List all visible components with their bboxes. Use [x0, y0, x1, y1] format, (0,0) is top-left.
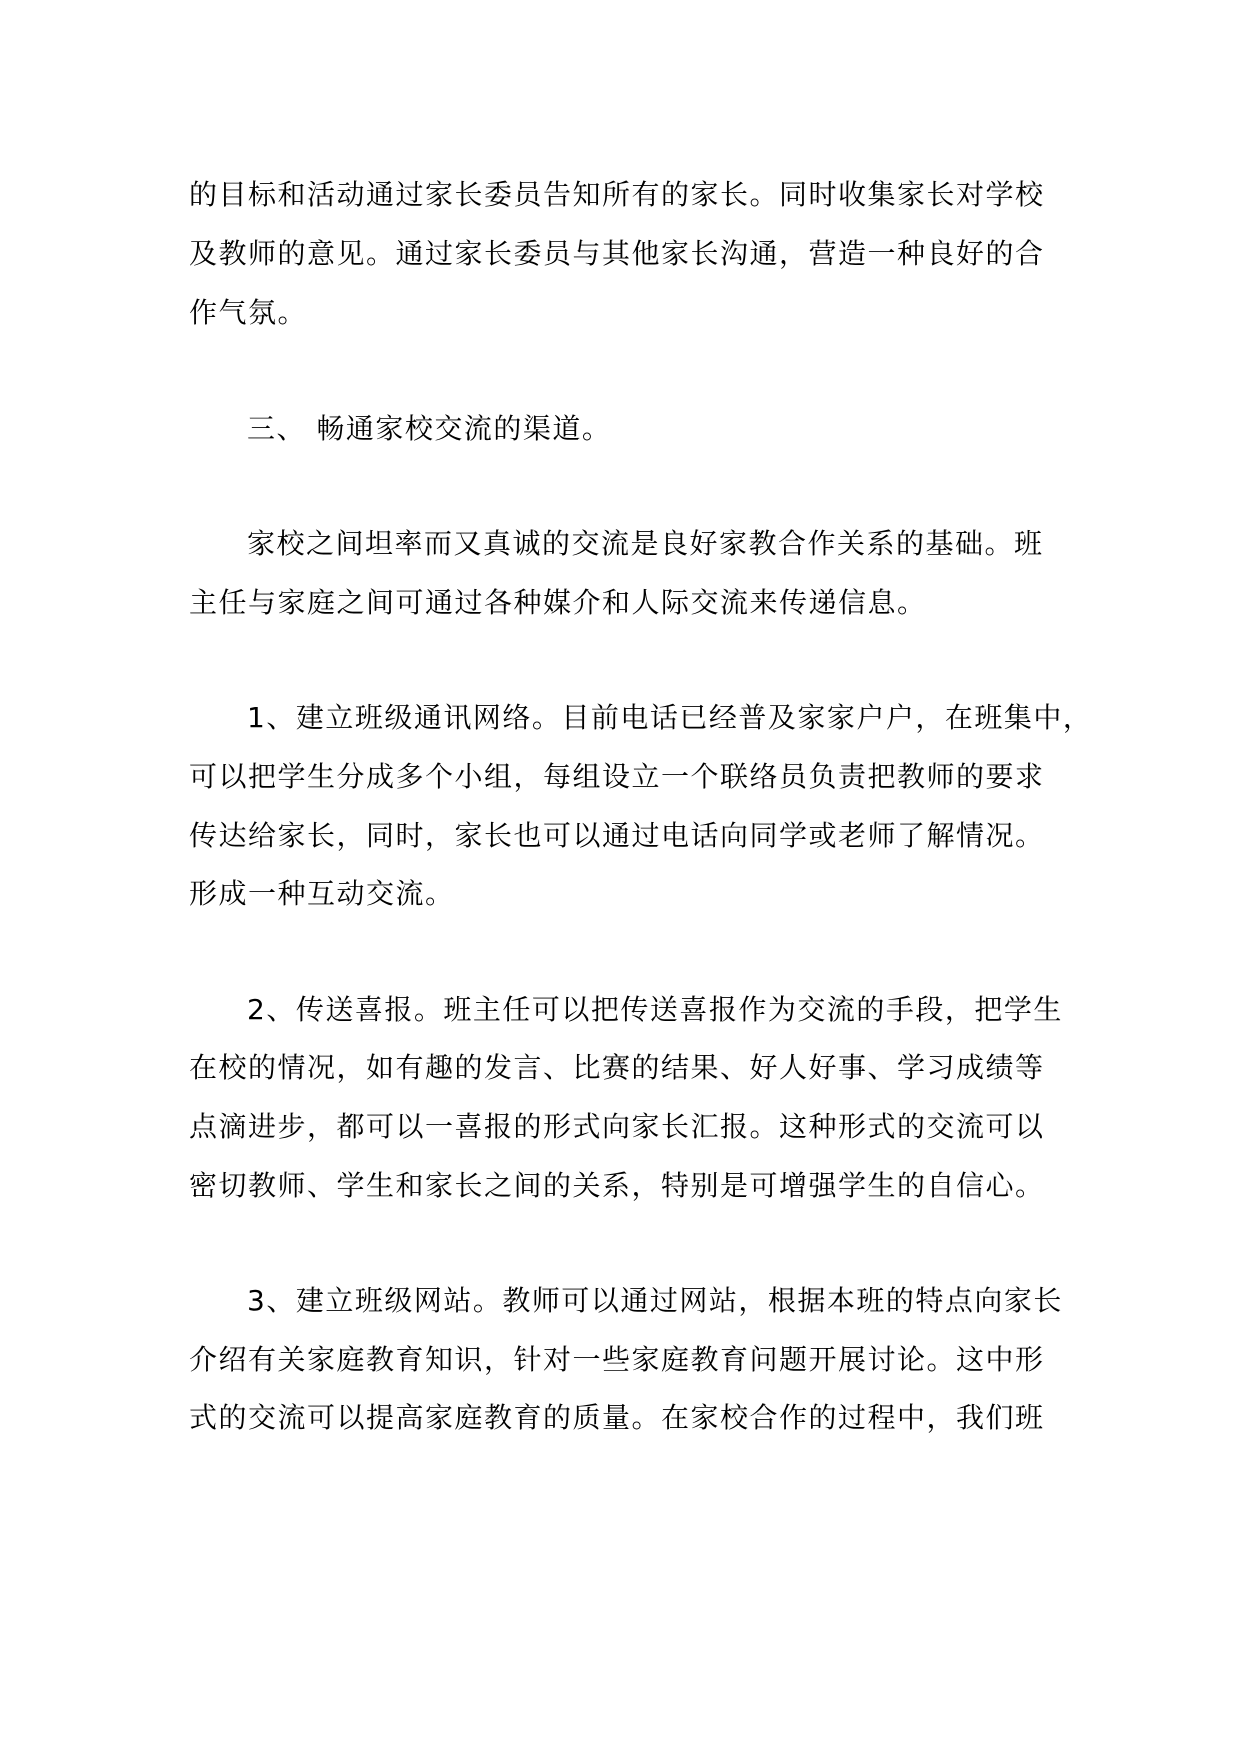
list-item-line: 可以把学生分成多个小组，每组设立一个联络员负责把教师的要求	[189, 760, 1045, 793]
paragraph-line: 及教师的意见。通过家长委员与其他家长沟通，营造一种良好的合	[189, 237, 1045, 270]
list-item-line: 1、建立班级通讯网络。目前电话已经普及家家户户，在班集中，	[247, 701, 1093, 734]
paragraph-line: 作气氛。	[189, 296, 308, 329]
list-item-line: 传达给家长，同时，家长也可以通过电话向同学或老师了解情况。	[189, 819, 1045, 852]
paragraph-line: 主任与家庭之间可通过各种媒介和人际交流来传递信息。	[189, 586, 927, 619]
section-heading: 三、 畅通家校交流的渠道。	[247, 412, 612, 445]
list-item-line: 3、建立班级网站。教师可以通过网站，根据本班的特点向家长	[247, 1284, 1063, 1317]
list-item-line: 密切教师、学生和家长之间的关系，特别是可增强学生的自信心。	[189, 1169, 1045, 1202]
list-item-line: 式的交流可以提高家庭教育的质量。在家校合作的过程中，我们班	[189, 1401, 1045, 1434]
list-item-line: 形成一种互动交流。	[189, 877, 455, 910]
list-item-line: 点滴进步，都可以一喜报的形式向家长汇报。这种形式的交流可以	[189, 1110, 1045, 1143]
paragraph-line: 家校之间坦率而又真诚的交流是良好家教合作关系的基础。班	[247, 527, 1044, 560]
list-item-line: 介绍有关家庭教育知识，针对一些家庭教育问题开展讨论。这中形	[189, 1343, 1045, 1376]
list-item-line: 2、传送喜报。班主任可以把传送喜报作为交流的手段，把学生	[247, 993, 1063, 1026]
list-item-line: 在校的情况，如有趣的发言、比赛的结果、好人好事、学习成绩等	[189, 1051, 1045, 1084]
paragraph-line: 的目标和活动通过家长委员告知所有的家长。同时收集家长对学校	[189, 178, 1045, 211]
